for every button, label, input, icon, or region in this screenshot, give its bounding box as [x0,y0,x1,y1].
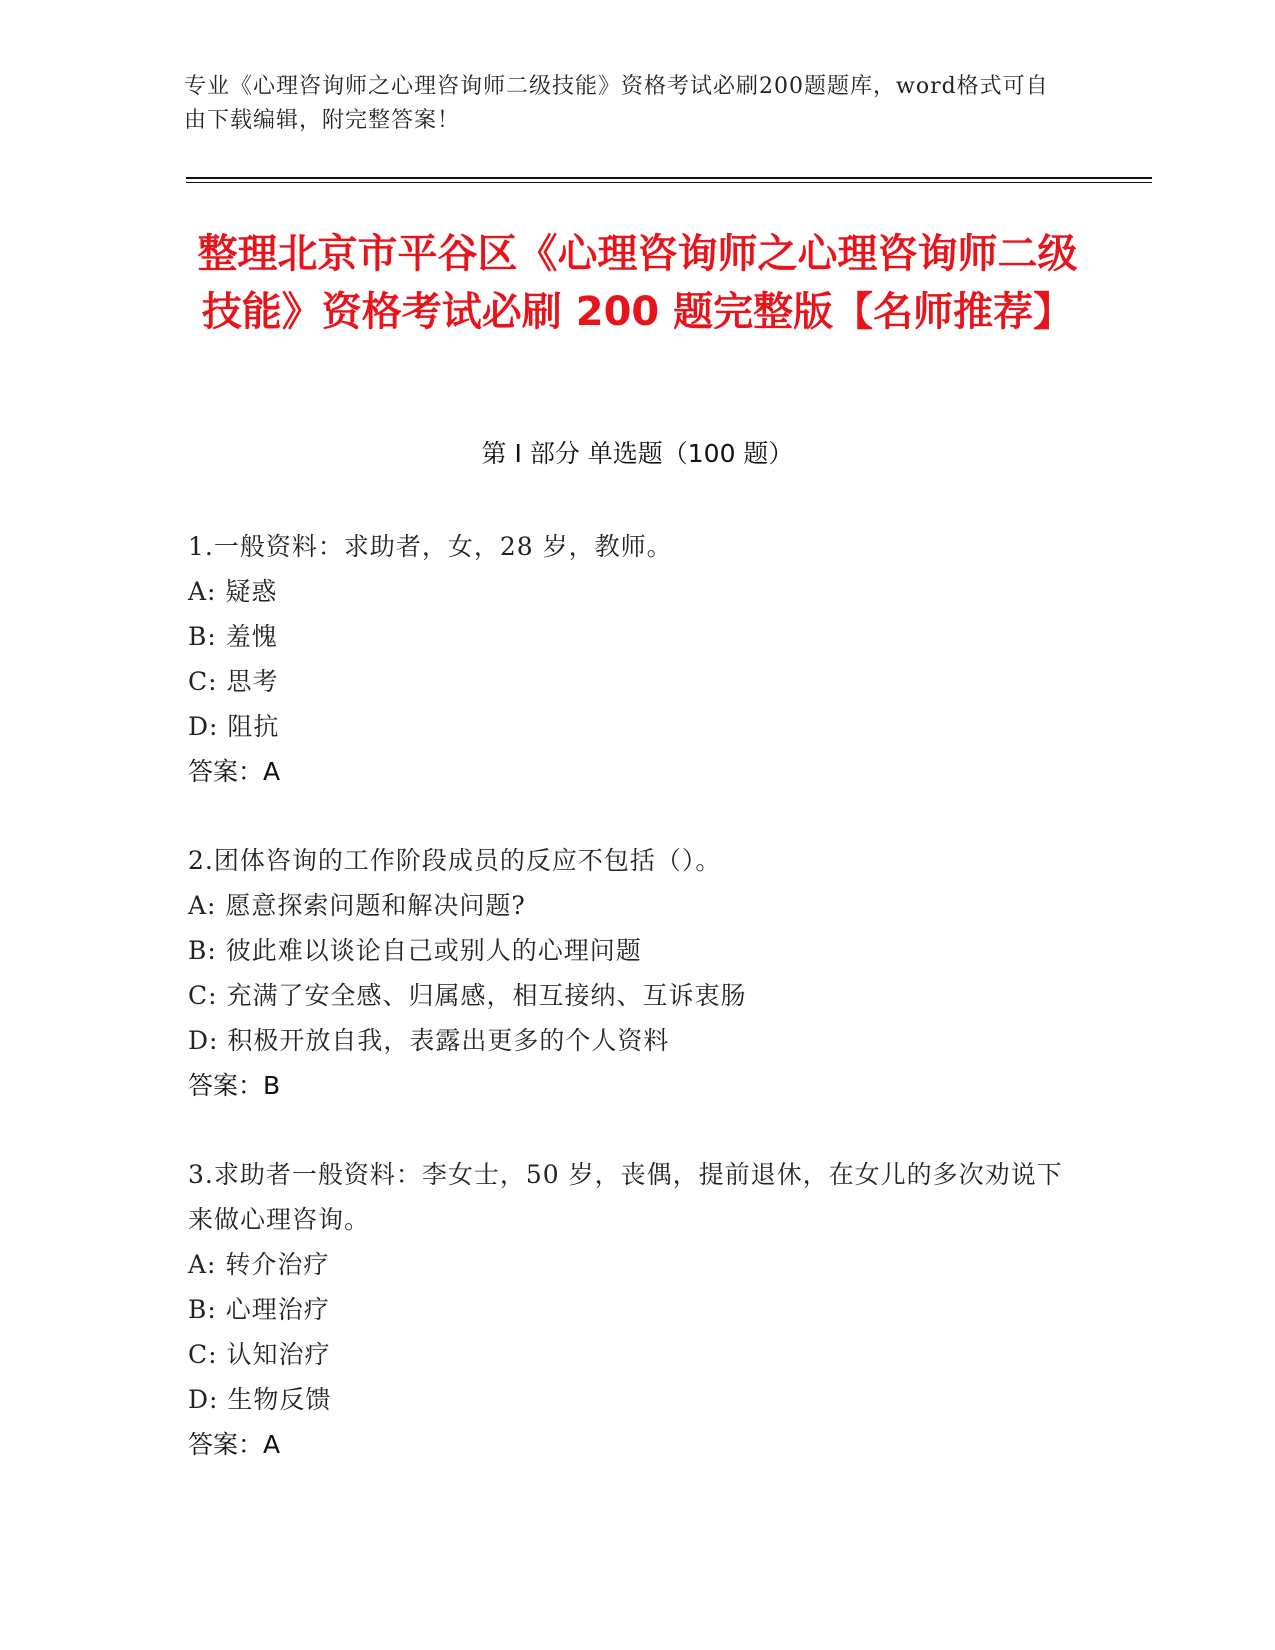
option-c: C: 认知治疗 [188,1340,331,1369]
question-1 [188,524,1068,794]
question-stem: 1.一般资料：求助者，女，28 岁，教师。 [188,532,673,561]
option-b: B: 羞愧 [188,622,278,651]
option-b: B: 彼此难以谈论自己或别人的心理问题 [188,936,642,965]
question-2 [188,838,1068,1108]
option-d: D: 阻抗 [188,712,280,741]
answer: 答案：A [188,1430,281,1459]
option-c: C: 思考 [188,667,279,696]
section-heading: 第 I 部分 单选题（100 题） [481,439,794,468]
question-list [188,524,1068,1511]
answer: 答案：B [188,1071,281,1100]
header-note: 专业《心理咨询师之心理咨询师二级技能》资格考试必刷200题题库，word格式可自由下载编辑，附完整答案！ [184,74,1049,133]
option-a: A: 疑惑 [188,577,278,606]
question-stem: 2.团体咨询的工作阶段成员的反应不包括（）。 [188,846,722,875]
option-c: C: 充满了安全感、归属感，相互接纳、互诉衷肠 [188,981,747,1010]
option-a: A: 转介治疗 [188,1250,330,1279]
answer: 答案：A [188,757,281,786]
question-3 [188,1152,1068,1467]
header-rule-thin [186,182,1152,183]
option-d: D: 生物反馈 [188,1385,332,1414]
question-stem: 3.求助者一般资料：李女士，50 岁，丧偶，提前退休，在女儿的多次劝说下来做心理咨询。 [188,1160,1063,1234]
option-a: A: 愿意探索问题和解决问题? [188,891,526,920]
document-title: 整理北京市平谷区《心理咨询师之心理咨询师二级技能》资格考试必刷 200 题完整版【名师推荐】 [197,231,1078,335]
option-b: B: 心理治疗 [188,1295,330,1324]
option-d: D: 积极开放自我，表露出更多的个人资料 [188,1026,670,1055]
header-rule [186,177,1152,179]
